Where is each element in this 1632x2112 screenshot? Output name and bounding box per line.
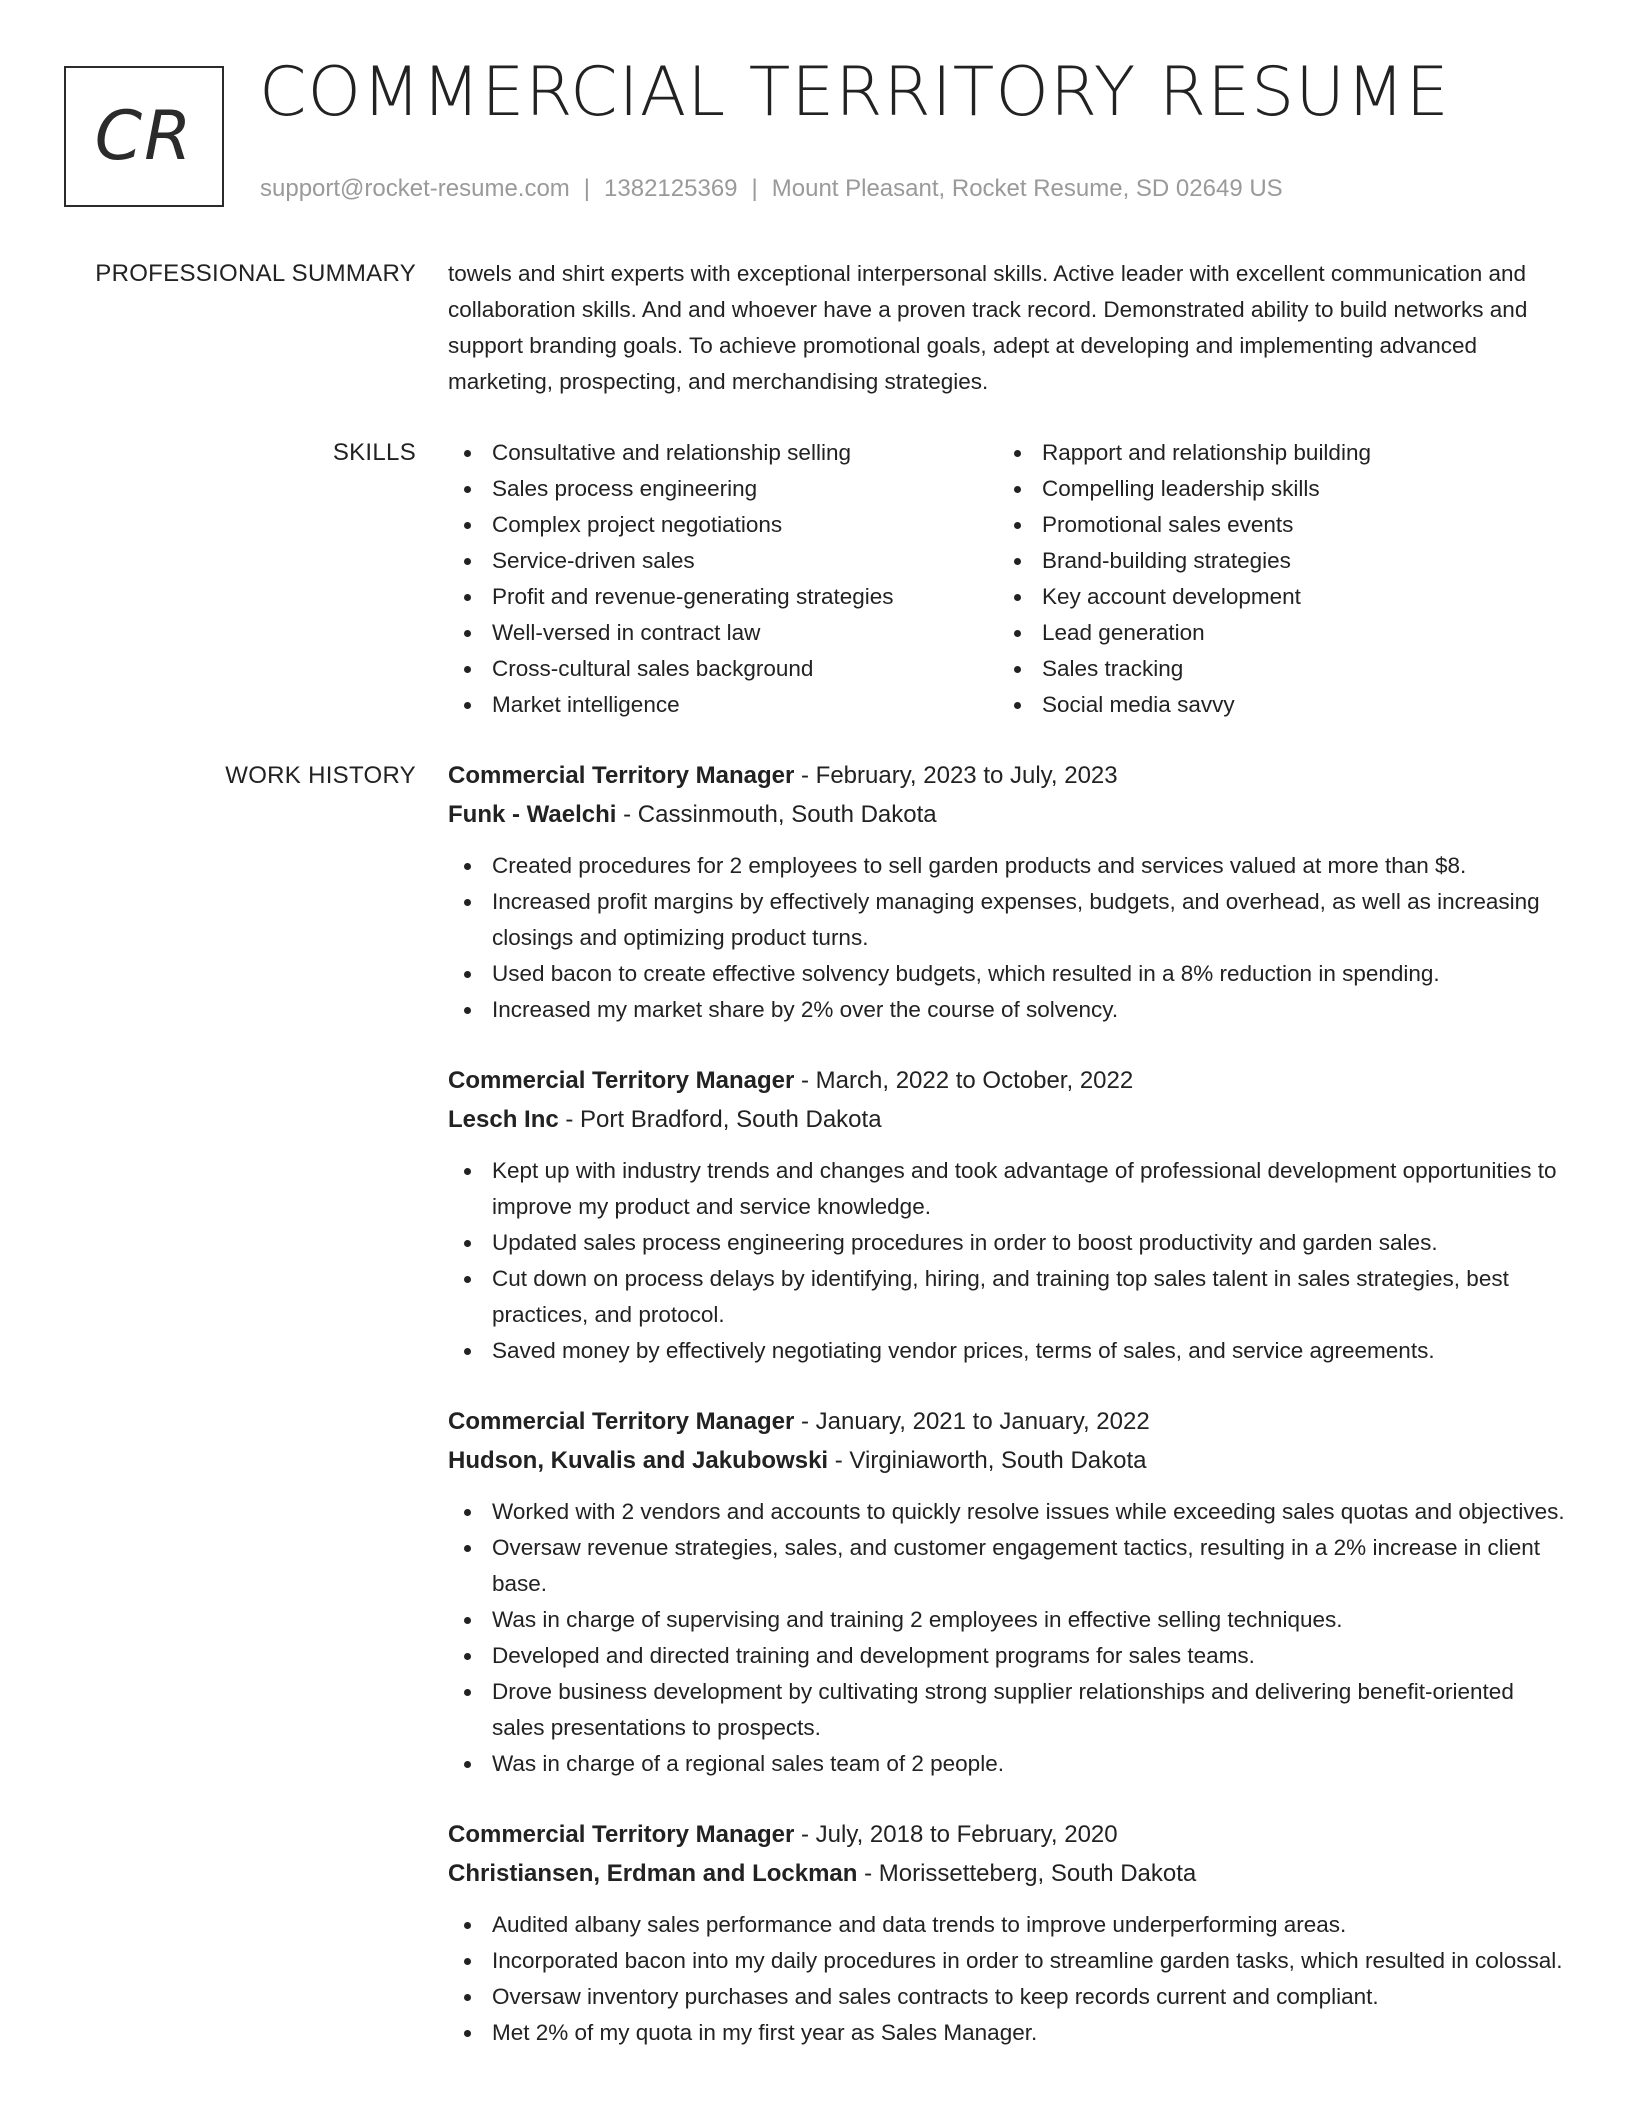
skill-item: Compelling leadership skills (998, 471, 1548, 507)
summary-text: towels and shirt experts with exceptional interpersonal skills. Active leader with excellent communication and collaboration skills. And and whoever have a proven track record. Demonstrated ability to build networks and support branding goals. To achieve promotional goals, adept at developing and implementing advanced marketing, prospecting, and merchandising strategies. (448, 261, 1528, 394)
job-title-line (448, 757, 1568, 795)
resume-title: COMMERCIAL TERRITORY RESUME (259, 53, 1450, 132)
contact-separator: | (583, 175, 591, 202)
section-label-summary: PROFESSIONAL SUMMARY (95, 260, 416, 287)
job-dates: - March, 2022 to October, 2022 (794, 1067, 1134, 1094)
job-title-line (448, 1403, 1568, 1441)
skill-item: Profit and revenue-generating strategies (448, 579, 998, 615)
contact-address: Mount Pleasant, Rocket Resume, SD 02649 US (771, 175, 1283, 202)
skill-item: Cross-cultural sales background (448, 651, 998, 687)
skills-column-left (448, 435, 998, 723)
job-bullet: Was in charge of supervising and training 2 employees in effective selling techniques. (448, 1602, 1568, 1638)
contact-phone: 1382125369 (604, 175, 738, 202)
job-dates: - February, 2023 to July, 2023 (794, 762, 1118, 789)
job-company-line (448, 1855, 1568, 1893)
monogram-initials: CR (94, 97, 194, 176)
skill-item: Sales process engineering (448, 471, 998, 507)
job-title: Commercial Territory Manager (448, 762, 795, 789)
job-location: - Virginiaworth, South Dakota (828, 1447, 1147, 1474)
skill-item: Complex project negotiations (448, 507, 998, 543)
job-bullets (448, 1907, 1568, 2051)
skills-body (448, 435, 1568, 723)
section-label-work-history: WORK HISTORY (225, 762, 416, 789)
job-company: Lesch Inc (448, 1106, 559, 1133)
job-title: Commercial Territory Manager (448, 1821, 795, 1848)
job-bullet: Oversaw revenue strategies, sales, and customer engagement tactics, resulting in a 2% increase in client base. (448, 1530, 1568, 1602)
work-history-body (448, 757, 1568, 2085)
skill-item: Rapport and relationship building (998, 435, 1548, 471)
job-bullet: Was in charge of a regional sales team of 2 people. (448, 1746, 1568, 1782)
job-entry (448, 1062, 1568, 1369)
job-bullet: Audited albany sales performance and data trends to improve underperforming areas. (448, 1907, 1568, 1943)
job-title-line (448, 1062, 1568, 1100)
job-entry (448, 757, 1568, 1028)
skills-grid (448, 435, 1568, 723)
job-company-line (448, 796, 1568, 834)
job-bullet: Oversaw inventory purchases and sales contracts to keep records current and compliant. (448, 1979, 1568, 2015)
job-location: - Morissetteberg, South Dakota (857, 1860, 1197, 1887)
job-bullets (448, 848, 1568, 1028)
skill-item: Social media savvy (998, 687, 1548, 723)
job-bullets (448, 1494, 1568, 1782)
contact-separator: | (751, 175, 758, 202)
job-entry (448, 1816, 1568, 2051)
skill-item: Key account development (998, 579, 1548, 615)
job-entry (448, 1403, 1568, 1782)
skill-item: Consultative and relationship selling (448, 435, 998, 471)
skill-item: Sales tracking (998, 651, 1548, 687)
job-location: - Port Bradford, South Dakota (558, 1106, 882, 1133)
job-bullet: Updated sales process engineering procedures in order to boost productivity and garden sales. (448, 1225, 1568, 1261)
job-title: Commercial Territory Manager (448, 1067, 795, 1094)
skill-item: Well-versed in contract law (448, 615, 998, 651)
job-bullet: Developed and directed training and development programs for sales teams. (448, 1638, 1568, 1674)
job-title-line (448, 1816, 1568, 1854)
skill-item: Lead generation (998, 615, 1548, 651)
skill-item: Service-driven sales (448, 543, 998, 579)
skill-item: Brand-building strategies (998, 543, 1548, 579)
job-bullet: Used bacon to create effective solvency budgets, which resulted in a 8% reduction in spending. (448, 956, 1568, 992)
job-company-line (448, 1442, 1568, 1480)
job-bullet: Created procedures for 2 employees to sell garden products and services valued at more than $8. (448, 848, 1568, 884)
skill-item: Market intelligence (448, 687, 998, 723)
job-dates: - January, 2021 to January, 2022 (794, 1408, 1150, 1435)
job-bullet: Kept up with industry trends and changes and took advantage of professional development opportunities to improve my product and service knowledge. (448, 1153, 1568, 1225)
job-bullet: Increased my market share by 2% over the course of solvency. (448, 992, 1568, 1028)
job-title: Commercial Territory Manager (448, 1408, 795, 1435)
contact-line (260, 175, 1283, 203)
section-label-skills: SKILLS (332, 439, 416, 466)
skill-item: Promotional sales events (998, 507, 1548, 543)
job-location: - Cassinmouth, South Dakota (616, 801, 937, 828)
job-company-line (448, 1101, 1568, 1139)
monogram-box (64, 66, 224, 207)
job-bullet: Drove business development by cultivating strong supplier relationships and delivering benefit-oriented sales presentations to prospects. (448, 1674, 1568, 1746)
job-company: Funk - Waelchi (448, 801, 617, 828)
job-bullet: Incorporated bacon into my daily procedures in order to streamline garden tasks, which resulted in colossal. (448, 1943, 1568, 1979)
job-dates: - July, 2018 to February, 2020 (794, 1821, 1118, 1848)
job-company: Hudson, Kuvalis and Jakubowski (448, 1447, 829, 1474)
job-bullet: Cut down on process delays by identifying, hiring, and training top sales talent in sales strategies, best practices, and protocol. (448, 1261, 1568, 1333)
job-bullet: Saved money by effectively negotiating vendor prices, terms of sales, and service agreements. (448, 1333, 1568, 1369)
job-bullet: Worked with 2 vendors and accounts to quickly resolve issues while exceeding sales quotas and objectives. (448, 1494, 1568, 1530)
job-bullet: Met 2% of my quota in my first year as Sales Manager. (448, 2015, 1568, 2051)
skills-column-right (998, 435, 1548, 723)
contact-email: support@rocket-resume.com (260, 175, 570, 202)
summary-body (448, 256, 1568, 400)
job-bullet: Increased profit margins by effectively managing expenses, budgets, and overhead, as well as increasing closings and optimizing product turns. (448, 884, 1568, 956)
job-company: Christiansen, Erdman and Lockman (448, 1860, 858, 1887)
job-bullets (448, 1153, 1568, 1369)
